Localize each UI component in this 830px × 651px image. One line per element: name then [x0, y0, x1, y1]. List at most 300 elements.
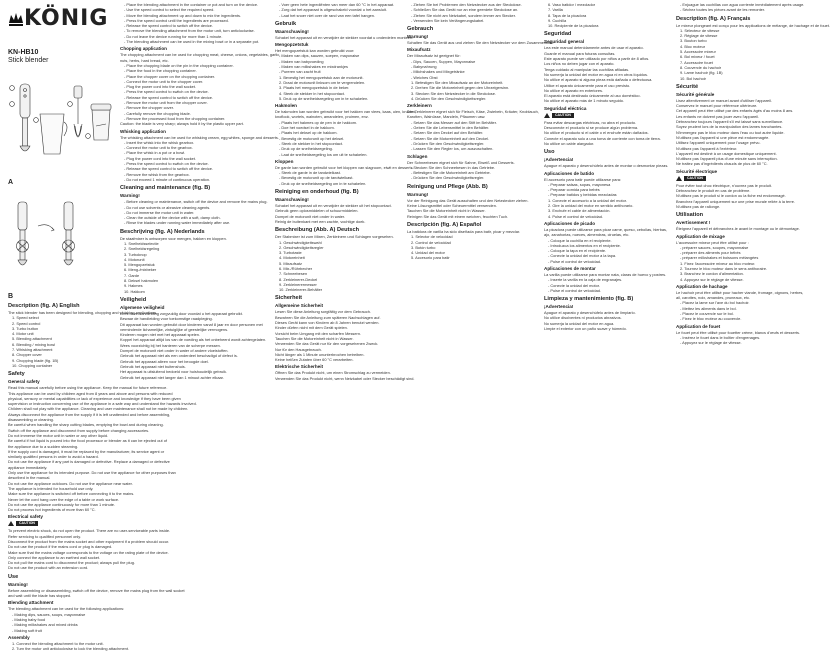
text-line: The stick blender has been designed for blending, chopping and whisking applications. [8, 310, 158, 315]
text-line: Tenga cuidado al manipular las cuchillas afiladas. [544, 66, 630, 72]
caution-label [544, 113, 668, 118]
subsection-heading: Hakmolen [275, 103, 297, 109]
text-line: Make sure the appliance is switched off before connecting it to the mains. [8, 491, 135, 497]
brand-logo [8, 6, 112, 31]
text-line: - Making milkshakes and mixed drinks [12, 622, 78, 628]
text-line: ail, carottes, noix, amandes, pruneaux, etc. [676, 295, 751, 301]
text-line: - Plug the power cord into the wall socket. [124, 155, 197, 161]
text-line: 1. Selector de velocidad [411, 234, 453, 240]
text-line: Dit apparaat kan worden gebruikt door kinderen vanaf 8 jaar en door personen met [120, 321, 263, 327]
text-line: - Drücken Sie den Geschwindigkeitsregler. [411, 175, 485, 181]
text-line: Schakel het apparaat uit en verwijder de stekker uit het stopcontact. [275, 203, 392, 209]
text-line: Verwenden Sie das Produkt nicht, wenn Netzkabel oder Stecker beschädigt sind. [275, 375, 415, 381]
subsection-heading: Zerkleinern [407, 103, 432, 109]
text-line: 2. Snelheidsregeling [124, 246, 160, 252]
text-line: Do not process hot ingredients of more than 60 °C. [8, 507, 96, 513]
text-line: 5. Mixaufsatz [279, 260, 302, 266]
text-line: - Placez la lame sur l'axe du bol hachoir. [680, 300, 750, 306]
text-line: Para evitar descargas eléctricas, no abra el producto. [544, 119, 637, 125]
text-line: the appliance due to a sudden steaming. [8, 443, 79, 449]
text-line: - Plaats het deksel op de hakkom. [279, 130, 338, 136]
section-heading: Description (fig. A) English [8, 303, 80, 309]
column-5 [544, 2, 668, 565]
subsection-heading: Application de mixage [676, 233, 725, 239]
text-line: - Plaats het hakmes op de pen in de hakkom. [279, 119, 358, 125]
text-line: - Pureren van zacht fruit [279, 69, 321, 75]
text-line: - préparer milkshakes et boissons mélangées [680, 255, 759, 261]
text-line: - Press the speed control until the ingredients are processed. [124, 17, 229, 23]
text-line: - Do not exceed 1 minute of continuous operation. [124, 176, 211, 182]
section-heading: Beschreibung (Abb. A) Deutsch [275, 227, 360, 234]
text-line: Schakel het apparaat uit en verwijder de stekker voordat u onderdelen monteert. [275, 34, 414, 40]
text-line: 2. Speed control [12, 320, 41, 326]
text-line: Öffnen Sie das Produkt nicht, um einen Stromschlag zu vermeiden. [275, 370, 391, 376]
text-line: 4. Appuyez sur le réglage de vitesse. [680, 276, 744, 282]
column-2-text [120, 2, 281, 380]
text-line: 4. Pulse el control de velocidad. [548, 213, 603, 219]
text-line: Reinig de buitenkant met een zachte, vochtige doek. [275, 218, 366, 224]
text-line: - Zorg dat het apparaat is uitgeschakeld voordat u het aansluit. [279, 7, 387, 13]
text-line: - Press the speed control to switch on the device. [124, 89, 209, 95]
text-line: De hakmolen kan worden gebruikt voor het hakken van vlees, kaas, uien, kruiden, [275, 109, 417, 115]
text-line: - Weiches Obst [411, 74, 438, 80]
text-line: Schalten Sie das Gerät aus und ziehen Sie den Netzstecker vor dem Zusammenbau. [407, 40, 554, 46]
text-line: N'utilisez pas l'appareil plus d'une minute sans interruption. [676, 156, 778, 162]
text-line: Este aparato puede ser utilizado por niños a partir de 8 años. [544, 56, 650, 62]
text-line: 3. Enchufe el cable de alimentación. [548, 208, 611, 214]
text-line: Le hachoir peut être utilisé pour hacher viande, fromage, oignons, herbes, [676, 289, 804, 295]
text-line: The chopping attachment can be used for chopping meat, cheese, onions, vegetables, garlic, [120, 52, 281, 58]
text-line: - Do not use solvents or abrasive cleaning agents. [124, 204, 211, 210]
text-line: - Bevestig de motorunit op de tandwielkast. [279, 175, 354, 181]
text-line: 1. Speed select [12, 315, 39, 321]
text-line: - Use the speed control to select the required speed. [124, 7, 215, 13]
text-line: Do not use the product if the mains cord or plug is damaged. [8, 544, 113, 550]
text-line: Vorsicht beim Umgang mit den scharfen Messern. [275, 330, 362, 336]
text-line: - Ziehen Sie nicht am Netzkabel, sondern immer am Stecker. [411, 12, 516, 18]
text-line: Lea este manual detenidamente antes de usar el aparato. [544, 45, 644, 51]
text-line: - Fixez le bloc moteur au couvercle. [680, 316, 742, 322]
text-line: Pour éviter tout choc électrique, n'ouvrez pas le produit. [676, 182, 772, 188]
text-line: - Placez le couvercle sur le bol. [680, 311, 734, 317]
text-line: - Move the blending attachment up and down to mix the ingredients. [124, 12, 242, 18]
text-line: 6. Blending / mixing bowl [12, 341, 56, 347]
warning-triangle-icon [676, 176, 682, 181]
text-line: Before assembling or disassembling, switch off the device, remove the mains plug from the wall socket [8, 587, 185, 593]
assembly-diagram [8, 196, 112, 288]
subsection-heading: Sécurité électrique [676, 168, 718, 174]
text-line: No utilice el aparato si alguna pieza está dañada o defectuosa. [544, 77, 653, 83]
subsection-heading: Elektrische Sicherheit [275, 364, 324, 370]
text-line: De garde kan worden gebruikt voor het kloppen van slagroom, eiwit en desserts. [275, 164, 414, 170]
text-line: 5. Accesorio para batir [411, 255, 450, 261]
column-2 [120, 2, 281, 565]
subsection-heading: Blending attachment [8, 600, 54, 606]
product-model: KN-HB10 [8, 49, 39, 56]
text-line: - Drücken Sie den Geschwindigkeitsregler. [411, 140, 485, 146]
text-line: 3. Branchez le cordon d'alimentation. [680, 271, 744, 277]
text-line: 8. Deksel hakmolen [124, 278, 159, 284]
text-line: - Insérez le fouet dans le boîtier d'engrenages. [680, 334, 761, 340]
text-line: - Making soft fruit [12, 627, 42, 633]
text-line: described in the manual. [8, 475, 51, 481]
text-line: nuts, herbs, hard bread, etc. [120, 57, 169, 63]
text-line: Vor der Reinigung das Gerät ausschalten und den Netzstecker ziehen. [407, 197, 529, 203]
text-line: Disconnect the product from the mains socket and other equipment if a problem should occur. [8, 538, 170, 544]
text-line: - Geben Sie die Lebensmittel in den Behälter. [411, 125, 490, 131]
text-line: - Press the speed control to switch on the device. [124, 161, 209, 167]
text-line: Gebruik het apparaat niet buitenshuis. [120, 363, 186, 369]
text-line: 1. Connect the blending attachment to the motor unit. [12, 640, 104, 646]
text-line: 6. Meng-/mixbeker [124, 267, 157, 273]
text-line: - Place the chopper cover on the chopping container. [124, 73, 216, 79]
caution-text: CAUTION [16, 521, 38, 526]
section-heading: Description (fig. A) Français [676, 15, 751, 22]
text-line: 1. Befestigen Sie den Mixaufsatz an der Motoreinheit. [411, 79, 504, 85]
warning-triangle-icon [544, 113, 550, 118]
subsection-heading: Kloppen [275, 158, 294, 164]
text-line: Der Zerkleinerer eignet sich für Fleisch, Käse, Zwiebeln, Kräuter, Knoblauch, [407, 109, 539, 115]
brand-name: KÖNIG [24, 6, 109, 31]
text-line: 2. Tournez le bloc moteur dans le sens antihoraire. [680, 265, 768, 271]
text-line: Do not use the appliance outdoors. Do not use the appliance near water. [8, 480, 133, 486]
text-line: 2. Drehen Sie die Motoreinheit gegen den Uhrzeigersinn. [411, 85, 510, 91]
text-line: 7. Accessoire fouet [680, 59, 713, 65]
text-line: Gebruik het apparaat niet langer dan 1 minuut achter elkaar. [120, 374, 224, 380]
text-line: Éteignez l'appareil et débranchez-le avant le montage ou le démontage. [676, 226, 800, 232]
text-line: verminderde lichamelijke, zintuiglijke of geestelijke vermogens. [120, 326, 229, 332]
text-line: - Steek de stekker in het stopcontact. [279, 140, 344, 146]
text-line: 7. Whisking attachment [12, 347, 53, 353]
text-line: To prevent electric shock, do not open the product. There are no user-serviceable parts inside. [8, 528, 171, 534]
text-line: Utilisez l'appareil uniquement pour l'usage prévu. [676, 140, 761, 146]
text-line: 8. Tapa de la picadora [548, 12, 587, 18]
text-line: Tauchen Sie die Motoreinheit nicht in Wasser. [275, 335, 354, 341]
text-line: - Maken van dips, sauzen, soepen, mayonaise [279, 53, 360, 59]
text-line: - Setzen Sie die Motoreinheit auf den Deckel. [411, 135, 490, 141]
text-line: Dompel de motorunit niet onder in water. [275, 213, 346, 219]
text-line: - Coloque la tapa en el recipiente. [548, 248, 607, 254]
text-line: - Remove the processed food from the chopping container. [124, 115, 226, 121]
text-line: Apague el aparato y desenchúfelo antes de montar o desmontar piezas. [544, 163, 669, 169]
text-line: - préparer des aliments pour bébés [680, 250, 741, 256]
text-line: 10. Recipiente de la picadora [548, 23, 599, 29]
subsection-heading: Warning! [8, 581, 28, 587]
text-line: 1. Sélecteur de vitesse [680, 27, 720, 33]
text-line: - Introduzca los alimentos en el recipiente. [548, 242, 621, 248]
text-line: 1. Bevestig het mengopzetstuk aan de motorunit. [279, 74, 364, 80]
text-line: 6. Vaso batidor / mezclador [548, 2, 596, 7]
text-line: - Place the food in the chopping container. [124, 68, 197, 74]
text-line: - Clean the outside of the device with a soft, damp cloth. [124, 215, 221, 221]
text-line: - Release the speed control to switch off the device. [124, 94, 214, 100]
text-line: - Making baby food [12, 616, 46, 622]
subsection-heading: Application de fouet [676, 323, 721, 329]
section-heading: Veiligheid [120, 296, 147, 303]
subsection-heading: General safety [8, 379, 40, 385]
text-line: The whisking attachment can be used for whisking cream, egg whites, sponge and desserts. [120, 134, 279, 140]
section-heading: Sicherheit [275, 295, 303, 302]
subsection-heading: Mixaufsatz [407, 47, 431, 53]
text-line: If the supply cord is damaged, it must be replaced by the manufacturer, its service agent or [8, 448, 165, 454]
text-line: N'utilisez pas de rallonge. [676, 203, 721, 209]
text-line: - Connect the motor unit to the chopper cover. [124, 78, 204, 84]
text-line: 5. Blending attachment [12, 336, 52, 342]
text-line: 4. Drücken Sie den Geschwindigkeitsregler. [411, 95, 487, 101]
text-line: 8. Chopper cover [12, 352, 42, 358]
text-line: - Séchez toutes les pièces avant de les remonter. [680, 7, 765, 13]
text-line: - Plug the power cord into the wall socket. [124, 84, 197, 90]
text-line: ajo, zanahorias, nueces, almendras, ciruelas, etc. [544, 232, 630, 238]
subsection-heading: Warning! [120, 193, 140, 199]
text-line: disassembling or cleaning. [8, 417, 54, 423]
text-line: 8. Couvercle du hachoir [680, 64, 722, 70]
text-line: Lesen Sie diese Anleitung sorgfältig vor dem Gebrauch. [275, 309, 372, 315]
text-line: - Carefully remove the chopping blade. [124, 110, 191, 116]
text-line: Gebruik het apparaat niet als een onderdeel beschadigd of defect is. [120, 353, 238, 359]
section-heading: Cleaning and maintenance (fig. B) [120, 185, 211, 192]
text-line: Apague el aparato y desenchúfelo antes de limpiarlo. [544, 310, 636, 316]
text-line: - Rinse the blades under running water immediately after use. [124, 220, 231, 226]
text-line: - Inserte la varilla en la caja de engranajes. [548, 277, 623, 283]
text-line: Der Schneebesen eignet sich für Sahne, Eiweiß und Desserts. [407, 159, 515, 165]
text-line: Tauchen Sie die Motoreinheit nicht in Wasser. [407, 208, 486, 214]
text-line: Koppel het apparaat altijd los van de voeding als het onbeheerd wordt achtergelaten. [120, 337, 267, 343]
text-line: - Remove the whisk from the gearbox. [124, 171, 190, 177]
text-line: Do not use the appliance continuously for more than 1 minute. [8, 501, 116, 507]
text-line: - Milchshakes und Mixgetränke [411, 69, 465, 75]
column-5-text [544, 2, 668, 331]
text-line: Karotten, Walnüsse, Mandeln, Pflaumen usw. [407, 114, 486, 120]
text-line: Desconecte el producto si se produce algún problema. [544, 125, 639, 131]
section-heading: Reiniging en onderhoud (fig. B) [275, 189, 359, 196]
text-line: Kinder dürfen nicht mit dem Gerät spielen. [275, 325, 348, 331]
text-line: Do not pull the mains cord to disconnect the product; always pull the plug. [8, 560, 135, 566]
text-line: physical, sensory or mental capabilities or lack of experience and knowledge if they have been given [8, 395, 181, 401]
text-line: Gebruik het apparaat alleen voor het beoogde doel. [120, 358, 209, 364]
text-line: - Insert the whisk into the whisk gearbox. [124, 139, 195, 145]
text-line: Les enfants ne doivent pas jouer avec l'appareil. [676, 113, 760, 119]
section-heading: Beschrijving (fig. A) Nederlands [120, 228, 205, 235]
text-line: Le fouet peut être utilisé pour fouetter crème, blancs d'œufs et desserts. [676, 329, 801, 335]
text-line: - Laat het snoer niet over de rand van een tafel hangen. [279, 12, 376, 18]
text-line: 3. Stecken Sie den Netzstecker in die Steckdose. [411, 90, 496, 96]
text-line: L'appareil est destiné à un usage domestique uniquement. [676, 150, 777, 156]
text-line: 10. Chopping container [12, 362, 53, 368]
text-line: - Laat de snelheidsregeling los om uit te schakelen. [279, 151, 368, 157]
text-line: Dieses Gerät kann von Kindern ab 8 Jahren benutzt werden. [275, 320, 380, 326]
text-line: 6. Mix-/Rührbecher [279, 265, 313, 271]
section-heading: Sécurité [676, 83, 699, 90]
text-line: 8. Zerkleinerer-Deckel [279, 276, 318, 282]
text-line: Switch off the appliance and disconnect from supply before changing accessories. [8, 427, 150, 433]
text-line: 9. Chopping blade (fig. 1B) [12, 357, 59, 363]
text-line: Le mixeur plongeant est conçu pour les applications de mélange, de hachage et de fouet. [676, 22, 830, 28]
text-line: Lisez attentivement ce manuel avant d'utiliser l'appareil. [676, 97, 772, 103]
text-line: - Coloque la cuchilla en el recipiente. [548, 237, 612, 243]
text-line: - Making dips, sauces, soups, mayonnaise [12, 611, 86, 617]
section-heading: Safety [8, 371, 25, 378]
text-line: 10. Bol hachoir [680, 75, 706, 81]
text-line: - Conecte la unidad del motor. [548, 282, 600, 288]
text-line: No utilice un cable alargador. [544, 140, 595, 146]
text-line: - Doe het voedsel in de hakkom. [279, 125, 335, 131]
text-line: - To remove the blending attachment from the motor unit, turn anticlockwise. [124, 28, 255, 34]
text-line: 4. Motor unit [12, 331, 34, 337]
text-line: 9. Zerkleinerermesser [279, 281, 317, 287]
text-line: - Dips, Saucen, Suppen, Mayonnaise [411, 58, 476, 64]
text-line: Do not use the appliance if any part is damaged or defective. Replace a damaged or defective [8, 459, 170, 465]
text-line: 5. Accessoire mixeur [680, 49, 716, 55]
text-line: No sumerja la unidad del motor en agua ni en otros líquidos. [544, 71, 649, 77]
text-line: - Druk op de snelheidsregeling om in te schakelen. [279, 180, 367, 186]
section-heading: Descripción (fig. A) Español [407, 221, 482, 228]
subsection-heading: Warnung! [407, 34, 429, 40]
subsection-heading: Aplicaciones de batido [544, 170, 595, 176]
text-line: - Lassen Sie den Regler los, um auszuschalten. [411, 146, 494, 152]
text-line: - Preparar salsas, sopas, mayonesa [548, 181, 611, 187]
text-line: Verwenden Sie das Gerät nur für den vorgesehenen Zweck. [275, 341, 379, 347]
text-line: L'accessoire mixeur peut être utilisé pour : [676, 239, 749, 245]
text-line: - Stecken Sie den Schneebesen in das Getriebe. [411, 164, 496, 170]
text-line: 4. Motoreinheit [279, 255, 305, 261]
text-line: - Befestigen Sie die Motoreinheit am Getriebe. [411, 170, 491, 176]
text-line: Ne traitez pas d'ingrédients chauds de plus de 60 °C. [676, 161, 768, 167]
text-line: 1. Geschwindigkeitswahl [279, 239, 322, 245]
text-line: Wees voorzichtig bij het hanteren van de scherpe messen. [120, 342, 221, 348]
text-line: knoflook, wortels, walnoten, amandelen, pruimen, enz. [275, 114, 369, 120]
figure-label-a: A [8, 179, 14, 186]
text-line: Be careful if hot liquid is poured into the food processor or blender as it can be ejected out of [8, 438, 167, 444]
subsection-heading: Waarschuwing! [275, 197, 309, 203]
text-line: No utilice el aparato en exteriores. [544, 87, 604, 93]
text-line: - Remove the chopper cover. [124, 105, 174, 111]
text-line: 5. Druk op de snelheidsregeling om in te schakelen. [279, 95, 369, 101]
section-heading: Utilisation [676, 212, 704, 219]
text-line: and wait until the blade has stopped. [8, 593, 72, 599]
text-line: Bewaar de handleiding voor toekomstige raadpleging. [120, 316, 213, 322]
warning-triangle-icon [8, 521, 14, 526]
text-line: Reinigen Sie das Gerät mit einem weichen, feuchten Tuch. [407, 213, 509, 219]
text-line: - Bevestig de motorunit op het deksel. [279, 135, 345, 141]
subsection-heading: Electrical safety [8, 514, 43, 520]
text-line: supervision or instruction concerning use of the appliance in a safe way and understand the hazards involved. [8, 401, 197, 407]
subsection-heading: Warnung! [407, 191, 429, 197]
text-line: - Release the speed control to switch off the device. [124, 166, 214, 172]
text-line: De staafmixer is ontworpen voor mengen, hakken en kloppen. [120, 235, 227, 241]
text-line: N'utilisez pas le produit si le cordon ou la fiche est endommagé. [676, 193, 786, 199]
subsection-heading: Avertissement ! [676, 220, 711, 226]
text-line: Het mengopzetstuk kan worden gebruikt voor: [275, 48, 355, 54]
text-line: Nur für den Hausgebrauch. [275, 346, 322, 352]
text-line: Bewahren Sie die Anleitung zum späteren Nachschlagen auf. [275, 314, 381, 320]
subsection-heading: Whisking application [120, 128, 166, 134]
text-line: 2. Gire la unidad del motor en sentido antihorario. [548, 203, 634, 209]
text-line: - préparer sauces, soupes, mayonnaise [680, 244, 749, 250]
caution-text: CAUTION [684, 176, 706, 181]
section-heading: Gebruik [275, 20, 297, 27]
text-line: - Schließen Sie das Gerät nur an eine geerdete Steckdose an. [411, 7, 519, 13]
text-line: Conservez le manuel pour référence ultérieure. [676, 103, 758, 109]
text-line: 6. Bol mixeur / fouet [680, 54, 715, 60]
text-line: Only connect the appliance to an earthed wall socket. [8, 554, 101, 560]
text-line: No utilice el producto si el cable o el enchufe están dañados. [544, 130, 649, 136]
text-line: Der Mixaufsatz ist geeignet für: [407, 53, 461, 59]
text-line: 10. Hakkom [124, 288, 145, 294]
section-heading: Gebrauch [407, 26, 434, 33]
text-line: - Remove the motor unit from the chopper cover. [124, 100, 208, 106]
text-line: - Mettez les aliments dans le bol. [680, 305, 737, 311]
text-line: Keine Lösungsmittel oder Scheuermittel verwenden. [407, 203, 497, 209]
text-line: - Maken van babyvoeding [279, 58, 324, 64]
text-line: 9. Hakmes [124, 283, 143, 289]
text-line: - Voer geen hete ingrediënten van meer dan 60 °C in het apparaat. [279, 2, 395, 7]
text-line: The appliance is intended for household use only. [8, 485, 94, 491]
stick-blender-diagram [8, 74, 112, 174]
text-line: 3. Turbotaste [279, 250, 302, 256]
text-line: Débranchez toujours l'appareil s'il est laissé sans surveillance. [676, 119, 784, 125]
text-line: El aparato está destinado únicamente al uso doméstico. [544, 93, 641, 99]
text-line: 2. Geschwindigkeitsregler [279, 244, 324, 250]
text-line: - Appuyez sur le réglage de vitesse. [680, 340, 742, 346]
text-line: 4. Motorunit [124, 256, 145, 262]
text-line: N'immergez pas le bloc moteur dans l'eau ou tout autre liquide. [676, 129, 785, 135]
subsection-heading: Mengopzetstuk [275, 42, 309, 48]
text-line: No utilice disolventes ni productos abrasivos. [544, 315, 622, 321]
section-heading: Use [8, 573, 19, 580]
section-heading: Seguridad [544, 31, 572, 38]
text-line: Read this manual carefully before using the appliance. Keep the manual for future reference. [8, 385, 168, 391]
text-line: - Preparar comida para bebés [548, 187, 600, 193]
text-line: Limpie el exterior con un paño suave y húmedo. [544, 326, 627, 332]
product-name: Stick blender [8, 57, 49, 64]
text-line: Children shall not play with the appliance. Cleaning and user maintenance shall not be made by children. [8, 406, 189, 412]
subsection-heading: Sécurité générale [676, 91, 715, 97]
text-line: - The blending attachment can be used in the mixing bowl or in a separate pot. [124, 39, 260, 45]
text-line: La varilla puede utilizarse para montar nata, claras de huevo y postres. [544, 271, 667, 277]
text-line: - Setzen Sie den Deckel auf den Behälter. [411, 130, 484, 136]
text-line: - Maken van milkshakes en mixdrankjes [279, 64, 348, 70]
subsection-heading: ¡Advertencia! [544, 157, 574, 163]
section-heading: Reinigung und Pflege (Abb. B) [407, 183, 488, 190]
text-line: Do not use the product with an extension cord. [8, 565, 89, 571]
text-line: Keine heißen Zutaten über 60 °C verarbeiten. [275, 357, 354, 363]
text-line: Refer servicing to qualified personnel only. [8, 533, 82, 539]
figure-b [8, 196, 112, 300]
text-line: 2. Control de velocidad [411, 239, 451, 245]
text-line: - Pulse el control de velocidad. [548, 287, 601, 293]
text-line: 2. Réglage de vitesse [680, 33, 718, 39]
column-3 [275, 2, 417, 565]
text-line: Kinderen mogen niet met het apparaat spelen. [120, 332, 201, 338]
text-line: Nicht länger als 1 Minute ununterbrochen betreiben. [275, 351, 365, 357]
column-3-text [275, 2, 417, 381]
text-line: - Connect the motor unit to the gearbox. [124, 145, 193, 151]
text-line: 7. Varilla [548, 7, 563, 13]
subsection-heading: Schlagen [407, 153, 428, 159]
text-line: N'utilisez pas l'appareil à l'extérieur. [676, 145, 738, 151]
text-line: El accesorio para batir puede utilizarse para: [544, 176, 621, 182]
text-line: 4. Unidad del motor [411, 250, 445, 256]
text-line: 3. Turboknop [124, 251, 147, 257]
subsection-heading: Chopping application [120, 46, 167, 52]
text-line: - Enjuague las cuchillas con agua corriente inmédiatement après usage. [680, 2, 805, 7]
text-line: - Conecte la unidad del motor a la tapa. [548, 253, 617, 259]
text-line: - Do not immerse the motor unit in water. [124, 209, 195, 215]
text-line: similarly qualified persons in order to avoid a hazard. [8, 454, 99, 460]
text-line: 3. Plaats het mengopzetstuk in de beker. [279, 85, 350, 91]
text-line: Do not immerse the motor unit in water or any other liquid. [8, 432, 109, 438]
